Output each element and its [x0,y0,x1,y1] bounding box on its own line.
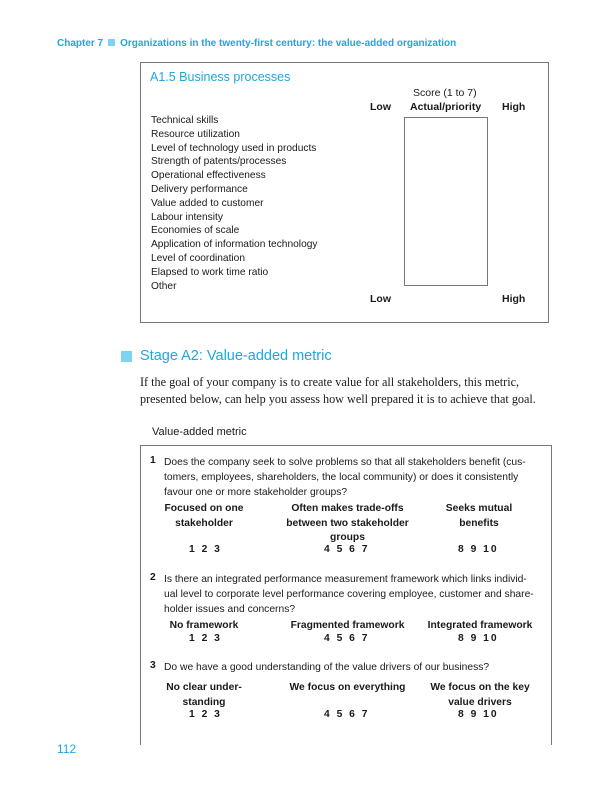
question-3-text [164,660,534,675]
question-3-number: 3 [150,660,156,671]
question-line: Do we have a good understanding of the value drivers of our business? [164,662,490,673]
option-line: Often makes trade-offs [291,503,404,514]
factor-item: Value added to customer [151,197,264,209]
running-header [57,38,456,49]
option-line: No clear under- [166,682,242,693]
q2-scale-high: 8 9 10 [458,633,499,644]
question-1-number: 1 [150,455,156,466]
score-entry-box [404,117,488,286]
q1-option-low [149,502,259,531]
question-line: Does the company seek to solve problems so that all stakeholders benefit (cus- [164,457,526,468]
factor-item: Resource utilization [151,128,240,140]
col-high: High [502,101,526,113]
footer-high: High [502,293,526,305]
question-line: Is there an integrated performance measurement framework which links individ- [164,574,527,585]
question-line: ual level to corporate level performance covering employee, customer and share- [164,589,534,600]
option-line: between two stakeholder [286,517,409,529]
option-line: stakeholder [175,517,233,529]
option-line: No framework [169,620,239,631]
q1-scale-low: 1 2 3 [189,544,222,555]
factor-item: Strength of patents/processes [151,156,287,168]
q1-option-high [424,502,534,531]
option-line: Fragmented framework [290,620,405,631]
option-line: Focused on one [164,503,244,514]
footer-low: Low [370,293,391,305]
factor-item: Technical skills [151,115,219,126]
col-low: Low [370,101,391,113]
q3-scale-low: 1 2 3 [189,709,222,720]
q1-scale-mid: 4 5 6 7 [324,544,370,555]
question-line: favour one or more stakeholder groups? [164,487,348,498]
square-bullet-icon [121,351,132,362]
factor-item: Labour intensity [151,211,223,223]
chapter-label: Chapter 7 [57,38,104,49]
q3-option-mid [270,681,425,696]
q2-option-low [149,619,259,634]
q3-option-high [418,681,542,710]
q3-scale-mid: 4 5 6 7 [324,709,370,720]
stage-a2-intro: If the goal of your company is to create value for all stakeholders, this metric, presented below, can help you assess how well prepared it is to achieve that goal. [140,375,536,406]
factor-item: Delivery performance [151,183,248,195]
chapter-title: Organizations in the twenty-first century: the value-added organization [120,38,457,49]
q3-scale-high: 8 9 10 [458,709,499,720]
option-line: We focus on the key [430,682,530,693]
option-line: Integrated framework [427,620,533,631]
factor-item: Other [151,280,177,292]
score-label: Score (1 to 7) [413,87,477,99]
q3-option-low [149,681,259,710]
question-line: tomers, employees, shareholders, the local community) or does it consistently [164,472,519,483]
metric-title: Value-added metric [152,426,247,438]
question-line: holder issues and concerns? [164,604,296,615]
stage-a2-title: Stage A2: Value-added metric [140,348,332,364]
option-line: We focus on everything [289,682,406,693]
factor-item: Level of technology used in products [151,142,317,154]
q2-option-mid [270,619,425,634]
question-2-number: 2 [150,572,156,583]
q2-option-high [418,619,542,634]
option-line: benefits [459,517,499,529]
factor-item: Application of information technology [151,239,318,251]
square-bullet-icon [108,39,115,46]
option-line: groups [330,532,365,543]
factor-item: Elapsed to work time ratio [151,266,269,278]
question-2-text [164,572,534,617]
option-line: standing [182,696,226,708]
q1-option-mid [270,502,425,546]
factor-item: Economies of scale [151,225,240,237]
factor-list [151,114,318,293]
option-line: value drivers [448,696,512,708]
q2-scale-low: 1 2 3 [189,633,222,644]
question-1-text [164,455,534,500]
q2-scale-mid: 4 5 6 7 [324,633,370,644]
col-actual-priority: Actual/priority [410,101,482,113]
factor-item: Operational effectiveness [151,170,266,182]
business-processes-title: A1.5 Business processes [150,70,291,84]
factor-item: Level of coordination [151,252,246,264]
q1-scale-high: 8 9 10 [458,544,499,555]
page-number: 112 [57,742,77,756]
option-line: Seeks mutual [445,503,513,514]
